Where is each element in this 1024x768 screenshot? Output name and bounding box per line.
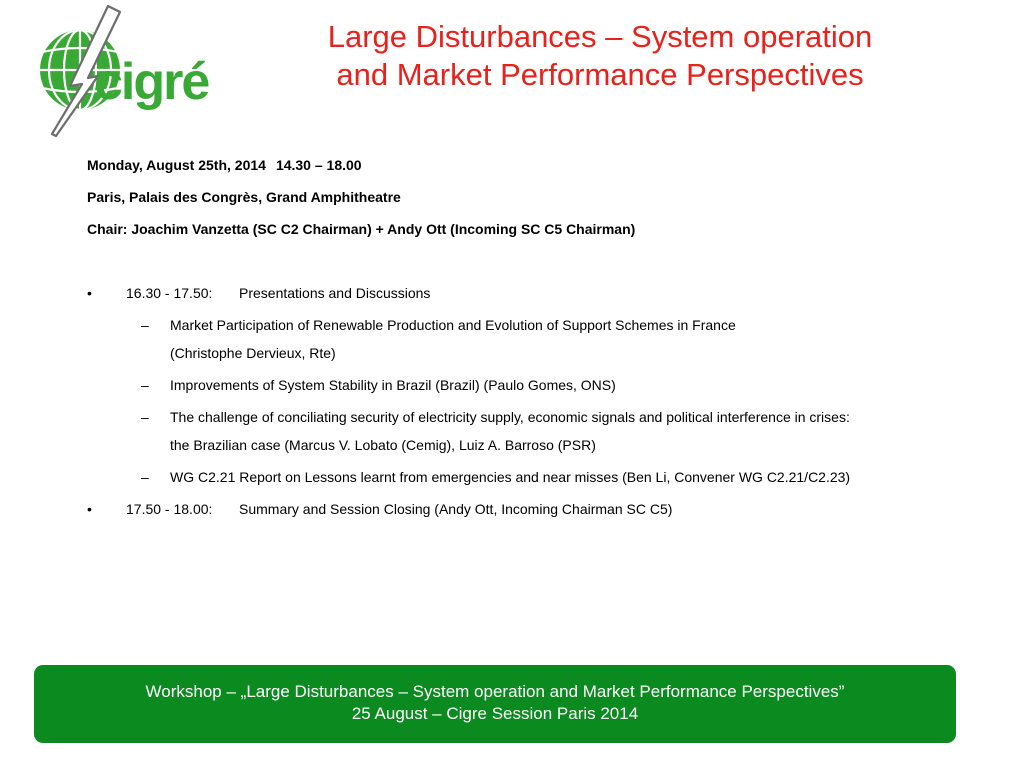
dash-icon: –	[141, 469, 149, 485]
agenda-subitem-text	[170, 311, 736, 367]
footer-line-2: 25 August – Cigre Session Paris 2014	[351, 704, 639, 723]
bullet-icon: •	[87, 501, 92, 517]
dash-icon: –	[141, 317, 149, 333]
page-title	[250, 18, 950, 94]
agenda-subitem-line: WG C2.21 Report on Lessons learnt from emergencies and near misses (Ben Li, Convener WG C2.21/C2.23)	[170, 469, 851, 485]
agenda-subitem-text	[170, 371, 616, 399]
agenda-item-title: Presentations and Discussions	[239, 285, 431, 301]
session-date: Monday, August 25th, 2014	[87, 157, 266, 173]
agenda-item-time: 16.30 - 17.50:	[126, 285, 213, 301]
footer-banner	[34, 665, 956, 743]
title-line-1: Large Disturbances – System operation	[327, 19, 873, 54]
bullet-icon: •	[87, 285, 92, 301]
footer-line-1: Workshop – „Large Disturbances – System operation and Market Performance Perspectives”	[145, 682, 845, 701]
agenda-subitem-line: (Christophe Dervieux, Rte)	[170, 345, 336, 361]
cigre-logo-graphic	[32, 4, 232, 138]
agenda-subitem-line: Market Participation of Renewable Production and Evolution of Support Schemes in France	[170, 317, 736, 333]
session-date-line	[87, 157, 362, 173]
agenda-subitem-line: The challenge of conciliating security of electricity supply, economic signals and political interference in crises:	[170, 409, 850, 425]
agenda-item-title: Summary and Session Closing (Andy Ott, Incoming Chairman SC C5)	[239, 501, 673, 517]
dash-icon: –	[141, 409, 149, 425]
session-venue: Paris, Palais des Congrès, Grand Amphitheatre	[87, 189, 401, 205]
cigre-logo	[32, 4, 232, 138]
dash-icon: –	[141, 377, 149, 393]
agenda-subitem-line: the Brazilian case (Marcus V. Lobato (Cemig), Luiz A. Barroso (PSR)	[170, 437, 596, 453]
agenda-item-time: 17.50 - 18.00:	[126, 501, 213, 517]
session-time: 14.30 – 18.00	[275, 157, 362, 173]
logo-wordmark: cigré	[94, 53, 209, 111]
title-line-2: and Market Performance Perspectives	[336, 57, 864, 92]
session-chair: Chair: Joachim Vanzetta (SC C2 Chairman) + Andy Ott (Incoming SC C5 Chairman)	[87, 221, 636, 237]
agenda-subitem-line: Improvements of System Stability in Brazil (Brazil) (Paulo Gomes, ONS)	[170, 377, 616, 393]
agenda-subitem-text	[170, 403, 850, 459]
agenda-subitem-text	[170, 463, 850, 491]
